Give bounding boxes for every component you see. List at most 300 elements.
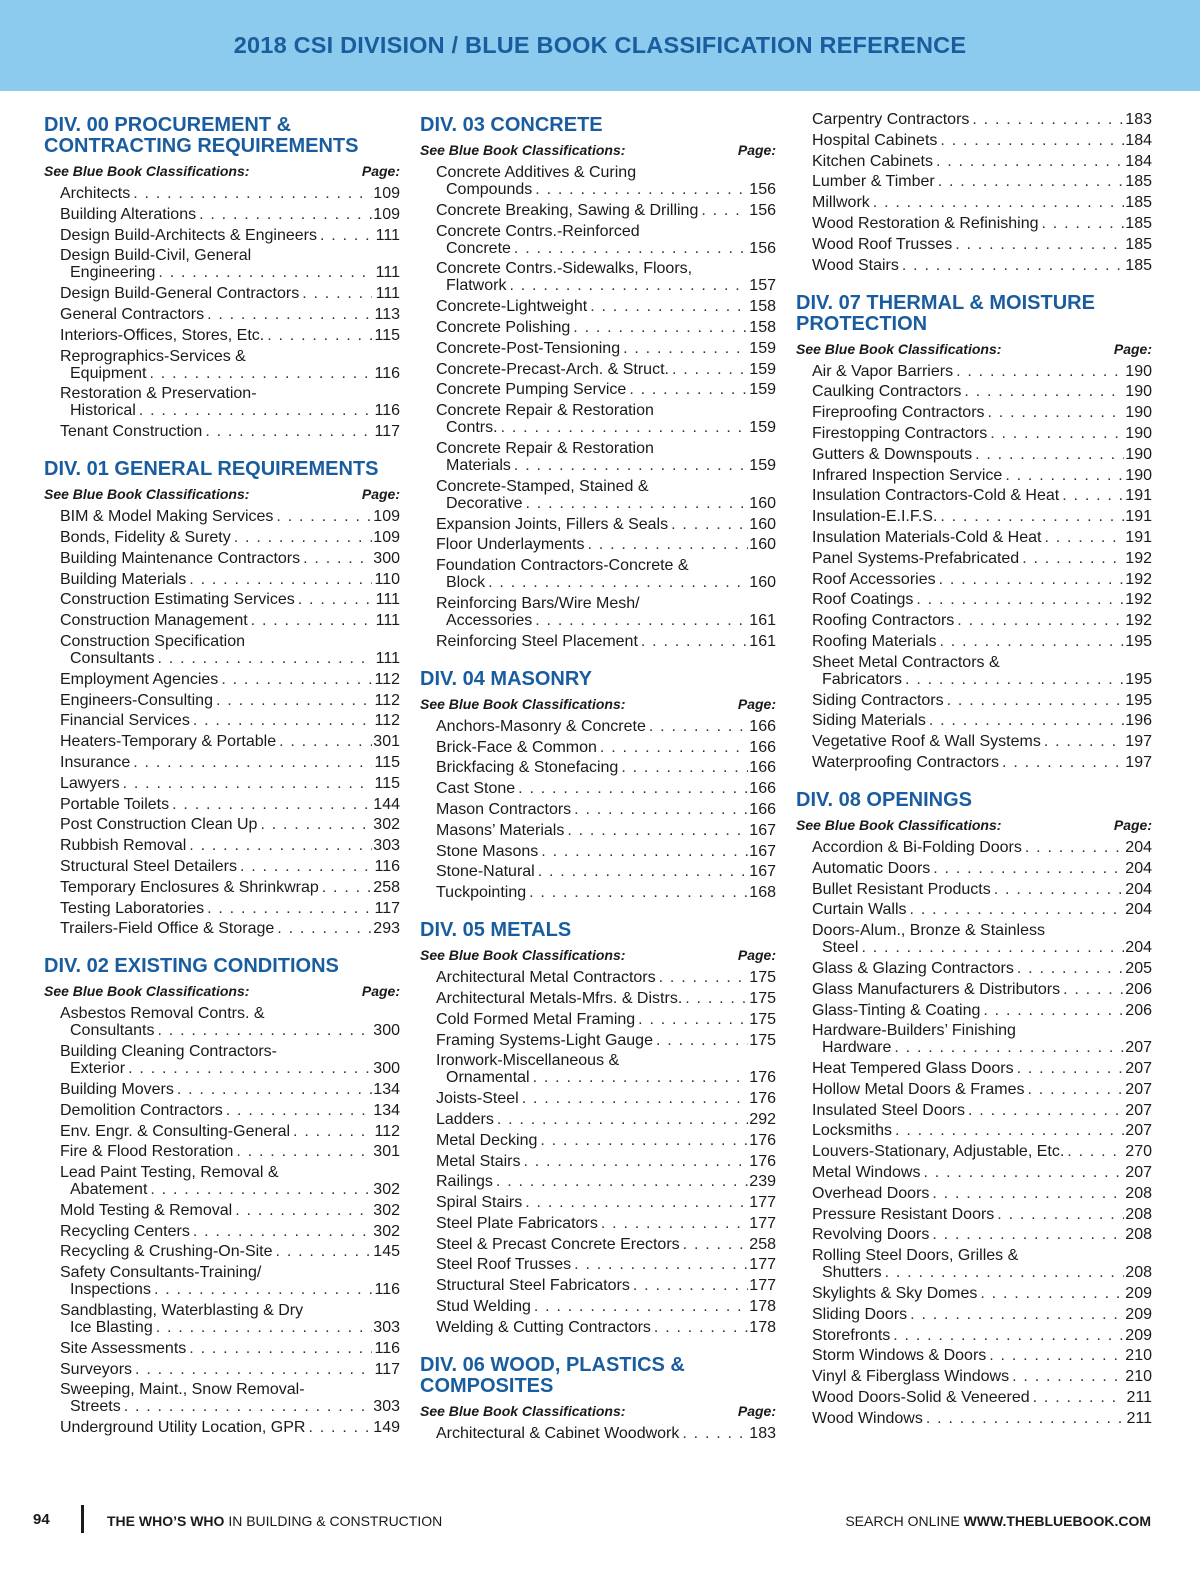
- dot-leader: [935, 173, 1124, 190]
- dot-leader: [1019, 550, 1124, 567]
- classification-entry: [60, 733, 400, 750]
- dot-leader: [571, 801, 748, 818]
- entry-name: Foundation Contractors-Concrete &: [436, 557, 689, 575]
- dot-leader: [1060, 981, 1124, 998]
- dot-leader: [669, 361, 748, 378]
- entry-page-number: 115: [374, 753, 400, 771]
- entry-row: [60, 837, 400, 854]
- dot-leader: [1009, 1368, 1124, 1385]
- entry-page-number: 117: [374, 899, 400, 917]
- entry-row: [60, 858, 400, 875]
- entry-page-number: 185: [1125, 214, 1152, 232]
- classification-entry: [812, 425, 1152, 442]
- dot-leader: [526, 884, 748, 901]
- dot-leader: [520, 1153, 748, 1170]
- entry-row: [436, 381, 776, 398]
- entry-name: Heaters-Temporary & Portable: [60, 733, 277, 751]
- website-link[interactable]: [845, 1513, 1151, 1529]
- classification-entry: [60, 1419, 400, 1436]
- dot-leader: [213, 692, 372, 709]
- entry-name: Concrete-Lightweight: [436, 298, 588, 316]
- classification-entry: [812, 487, 1152, 504]
- entry-row: [812, 733, 1152, 750]
- entry-name: Rubbish Removal: [60, 837, 187, 855]
- classification-list: [796, 363, 1152, 771]
- entry-row: [812, 591, 1152, 608]
- dot-leader: [538, 843, 748, 860]
- entry-row: [812, 1122, 1152, 1139]
- entry-page-number: 116: [374, 402, 400, 420]
- entry-page-number: 176: [749, 1069, 776, 1087]
- entry-name: Design Build-Civil, General: [60, 247, 252, 265]
- dot-leader: [585, 536, 749, 553]
- classification-entry: [436, 557, 776, 591]
- entry-name: Expansion Joints, Fillers & Seals: [436, 515, 669, 533]
- see-classifications-label: See Blue Book Classifications:: [420, 142, 626, 158]
- entry-page-number: 112: [374, 1122, 400, 1140]
- dot-leader: [515, 780, 748, 797]
- dot-leader: [300, 550, 372, 567]
- entry-page-number: 190: [1125, 404, 1152, 422]
- entry-page-number: 190: [1125, 466, 1152, 484]
- dot-leader: [891, 1039, 1124, 1056]
- dot-leader: [980, 1002, 1124, 1019]
- entry-row: [60, 692, 400, 709]
- dot-leader: [953, 363, 1124, 380]
- classification-entry: [812, 1206, 1152, 1223]
- dot-leader: [991, 881, 1124, 898]
- entry-row: [812, 1410, 1152, 1427]
- classification-entry: [60, 306, 400, 323]
- entry-page-number: 112: [374, 691, 400, 709]
- classification-entry: [60, 285, 400, 302]
- classification-entry: [812, 1143, 1152, 1160]
- entry-page-number: 207: [1125, 1101, 1152, 1119]
- entry-row: [812, 487, 1152, 504]
- entry-row: [60, 1123, 400, 1140]
- entry-page-number: 197: [1125, 733, 1152, 751]
- classification-entry: [60, 1043, 400, 1077]
- entry-row: [60, 1398, 400, 1415]
- dot-leader: [890, 1327, 1124, 1344]
- entry-page-number: 183: [1125, 111, 1152, 128]
- dot-leader: [186, 837, 372, 854]
- entry-name: Reinforcing Bars/Wire Mesh/: [436, 594, 640, 612]
- classification-subheader: [420, 141, 776, 159]
- entry-row: [812, 881, 1152, 898]
- classification-entry: [60, 1164, 400, 1198]
- entry-name: Gutters & Downspouts: [812, 445, 973, 463]
- classification-entry: [812, 1185, 1152, 1202]
- entry-page-number: 204: [1125, 901, 1152, 919]
- classification-entry: [812, 194, 1152, 211]
- entry-name-continued: Compounds: [446, 181, 533, 198]
- dot-leader: [186, 1340, 372, 1357]
- entry-name: Reinforcing Steel Placement: [436, 632, 638, 650]
- entry-page-number: 191: [1125, 508, 1152, 526]
- entry-name-continued: Engineering: [70, 264, 156, 282]
- entry-name: Glass Manufacturers & Distributors: [812, 980, 1061, 998]
- classification-list: [420, 969, 776, 1336]
- classification-entry: [60, 754, 400, 771]
- entry-page-number: 185: [1125, 194, 1152, 212]
- classification-entry: [812, 236, 1152, 253]
- entry-row: [812, 1081, 1152, 1098]
- dot-leader: [587, 298, 748, 315]
- entry-name: Vegetative Roof & Wall Systems: [812, 733, 1041, 751]
- classification-entry: [812, 363, 1152, 380]
- entry-row: [812, 1102, 1152, 1119]
- entry-page-number: 177: [749, 1214, 776, 1232]
- section-div-08: [796, 786, 1152, 1427]
- dot-leader: [985, 404, 1124, 421]
- classification-entry: [60, 612, 400, 629]
- dot-leader: [511, 240, 748, 257]
- entry-row: [812, 173, 1152, 190]
- dot-leader: [264, 327, 372, 344]
- classification-entry: [60, 247, 400, 281]
- entry-name: Architectural & Cabinet Woodwork: [436, 1424, 680, 1442]
- dot-leader: [511, 457, 748, 474]
- entry-name: Cast Stone: [436, 780, 516, 798]
- entry-name: Glass-Tinting & Coating: [812, 1001, 981, 1019]
- entry-page-number: 166: [749, 717, 776, 735]
- classification-entry: [812, 1226, 1152, 1243]
- dot-leader: [618, 759, 748, 776]
- entry-page-number: 195: [1125, 670, 1152, 688]
- entry-name: Locksmiths: [812, 1122, 893, 1140]
- entry-page-number: 116: [374, 1339, 400, 1357]
- entry-name: Wood Doors-Solid & Veneered: [812, 1389, 1030, 1407]
- entry-page-number: 159: [749, 419, 776, 437]
- entry-page-number: 159: [749, 456, 776, 474]
- entry-row: [436, 419, 776, 436]
- classification-entry: [436, 1425, 776, 1442]
- entry-name: Construction Management: [60, 612, 248, 630]
- entry-row: [60, 365, 400, 382]
- entry-name: Bullet Resistant Products: [812, 880, 991, 898]
- dot-leader: [899, 257, 1124, 274]
- entry-name: Louvers-Stationary, Adjustable, Etc.: [812, 1143, 1065, 1161]
- entry-name-continued: Abatement: [70, 1181, 148, 1199]
- entry-name: Surveyors: [60, 1360, 133, 1378]
- dot-leader: [923, 1410, 1124, 1427]
- entry-page-number: 116: [374, 1281, 400, 1299]
- entry-name: Steel & Precast Concrete Erectors: [436, 1235, 680, 1253]
- classification-entry: [60, 1340, 400, 1357]
- entry-name: Concrete Contrs.-Sidewalks, Floors,: [436, 260, 693, 278]
- classification-entry: [812, 257, 1152, 274]
- classification-entry: [812, 960, 1152, 977]
- entry-page-number: 175: [749, 989, 776, 1007]
- page-number: 94: [33, 1511, 50, 1528]
- dot-leader: [125, 1060, 372, 1077]
- entry-row: [436, 1425, 776, 1442]
- classification-entry: [436, 516, 776, 533]
- entry-page-number: 302: [373, 816, 400, 834]
- entry-name: Temporary Enclosures & Shrinkwrap: [60, 878, 319, 896]
- entry-name: Insulated Steel Doors: [812, 1101, 965, 1119]
- classification-entry: [812, 1081, 1152, 1098]
- entry-name: Ironwork-Miscellaneous &: [436, 1052, 620, 1070]
- entry-name: Building Materials: [60, 570, 187, 588]
- entry-row: [436, 495, 776, 512]
- classification-entry: [436, 1236, 776, 1253]
- entry-name: Construction Specification: [60, 632, 245, 650]
- entry-page-number: 208: [1125, 1184, 1152, 1202]
- entry-row: [812, 1306, 1152, 1323]
- classification-entry: [436, 478, 776, 512]
- dot-leader: [930, 860, 1124, 877]
- dot-leader: [870, 194, 1124, 211]
- entry-page-number: 184: [1125, 152, 1152, 170]
- entry-page-number: 111: [375, 264, 400, 282]
- classification-entry: [812, 1022, 1152, 1056]
- entry-name: Stud Welding: [436, 1298, 531, 1316]
- entry-row: [812, 1226, 1152, 1243]
- classification-list: [420, 1425, 776, 1442]
- entry-page-number: 177: [749, 1277, 776, 1295]
- entry-row: [436, 574, 776, 591]
- entry-name: Concrete Repair & Restoration: [436, 402, 654, 420]
- dot-leader: [130, 185, 372, 202]
- entry-name: Lumber & Timber: [812, 173, 935, 191]
- entry-row: [436, 1194, 776, 1211]
- entry-row: [436, 1319, 776, 1336]
- entry-page-number: 111: [375, 612, 400, 630]
- entry-row: [436, 612, 776, 629]
- classification-entry: [812, 446, 1152, 463]
- entry-page-number: 211: [1126, 1389, 1152, 1407]
- dot-leader: [132, 1361, 372, 1378]
- entry-name: Fire & Flood Restoration: [60, 1143, 234, 1161]
- classification-entry: [812, 111, 1152, 128]
- dot-leader: [597, 739, 748, 756]
- entry-page-number: 111: [375, 649, 400, 667]
- entry-row: [436, 1011, 776, 1028]
- entry-row: [812, 529, 1152, 546]
- entry-page-number: 207: [1125, 1080, 1152, 1098]
- entry-row: [436, 822, 776, 839]
- classification-entry: [60, 206, 400, 223]
- see-classifications-label: See Blue Book Classifications:: [44, 486, 250, 503]
- entry-name: Engineers-Consulting: [60, 691, 213, 709]
- entry-page-number: 149: [373, 1419, 400, 1437]
- entry-name: Panel Systems-Prefabricated: [812, 549, 1020, 567]
- classification-entry: [60, 1123, 400, 1140]
- entry-name: Concrete Additives & Curing: [436, 164, 637, 181]
- entry-name: Concrete-Post-Tensioning: [436, 339, 621, 357]
- entry-page-number: 196: [1125, 712, 1152, 730]
- entry-page-number: 168: [749, 884, 776, 902]
- dot-leader: [1022, 839, 1124, 856]
- entry-row: [812, 839, 1152, 856]
- classification-list: [420, 718, 776, 901]
- entry-row: [436, 202, 776, 219]
- classification-entry: [436, 863, 776, 880]
- entry-name: Floor Underlayments: [436, 536, 585, 554]
- entry-row: [436, 1236, 776, 1253]
- entry-name-continued: Exterior: [70, 1060, 126, 1078]
- entry-name-continued: Shutters: [822, 1264, 882, 1282]
- classification-entry: [60, 1361, 400, 1378]
- classification-entry: [436, 1011, 776, 1028]
- entry-page-number: 207: [1125, 1060, 1152, 1078]
- dot-leader: [986, 1347, 1124, 1364]
- entry-page-number: 300: [373, 549, 400, 567]
- classification-entry: [436, 822, 776, 839]
- entry-name: Sheet Metal Contractors &: [812, 653, 1000, 671]
- entry-page-number: 175: [749, 1031, 776, 1049]
- entry-name-continued: Flatwork: [446, 277, 507, 295]
- entry-name: Tenant Construction: [60, 423, 203, 441]
- entry-row: [812, 446, 1152, 463]
- dot-leader: [190, 1223, 372, 1240]
- classification-entry: [812, 1410, 1152, 1427]
- dot-leader: [522, 1194, 748, 1211]
- entry-row: [60, 650, 400, 667]
- entry-row: [60, 1022, 400, 1039]
- dot-leader: [257, 816, 372, 833]
- entry-page-number: 161: [749, 632, 776, 650]
- entry-name-continued: Block: [446, 574, 486, 592]
- section-div-05: [420, 916, 776, 1336]
- entry-name: Site Assessments: [60, 1339, 187, 1357]
- entry-name: Storm Windows & Doors: [812, 1347, 987, 1365]
- division-title: DIV. 00 PROCUREMENT & CONTRACTING REQUIREMENTS: [44, 114, 359, 157]
- entry-page-number: 178: [749, 1318, 776, 1336]
- entry-row: [812, 1060, 1152, 1077]
- classification-entry: [812, 860, 1152, 877]
- entry-row: [60, 402, 400, 419]
- classification-entry: [60, 1264, 400, 1298]
- dot-leader: [121, 1398, 372, 1415]
- dot-leader: [155, 1022, 373, 1039]
- dot-leader: [136, 402, 372, 419]
- classification-entry: [60, 920, 400, 937]
- division-title: DIV. 07 THERMAL & MOISTURE PROTECTION: [796, 291, 1095, 335]
- entry-row: [60, 264, 400, 281]
- entry-name: Caulking Contractors: [812, 383, 962, 401]
- entry-name: Firestopping Contractors: [812, 424, 988, 442]
- see-classifications-label: See Blue Book Classifications:: [796, 816, 1002, 833]
- entry-page-number: 113: [374, 305, 400, 323]
- classification-entry: [812, 692, 1152, 709]
- entry-row: [812, 633, 1152, 650]
- dot-leader: [273, 508, 372, 525]
- entry-name-continued: Steel: [822, 939, 859, 957]
- entry-row: [60, 1202, 400, 1219]
- classification-entry: [812, 901, 1152, 918]
- classification-entry: [812, 839, 1152, 856]
- entry-name: Insulation-E.I.F.S.: [812, 508, 938, 526]
- division-title: DIV. 05 METALS: [420, 919, 572, 942]
- classification-entry: [60, 796, 400, 813]
- entry-name: Structural Steel Detailers: [60, 857, 237, 875]
- classification-entry: [60, 508, 400, 525]
- dot-leader: [204, 900, 372, 917]
- entry-name: Architects: [60, 185, 131, 202]
- dot-leader: [1064, 1143, 1124, 1160]
- entry-page-number: 160: [749, 515, 776, 533]
- classification-list: [796, 111, 1152, 274]
- entry-page-number: 167: [749, 842, 776, 860]
- entry-page-number: 204: [1125, 880, 1152, 898]
- entry-page-number: 159: [749, 339, 776, 357]
- entry-name-continued: Inspections: [70, 1281, 151, 1299]
- dot-leader: [977, 1285, 1124, 1302]
- entry-row: [812, 1389, 1152, 1406]
- entry-page-number: 184: [1125, 131, 1152, 149]
- dot-leader: [668, 516, 748, 533]
- entry-name: Rolling Steel Doors, Grilles &: [812, 1247, 1019, 1265]
- entry-page-number: 112: [374, 670, 400, 688]
- classification-entry: [436, 381, 776, 398]
- entry-row: [436, 1298, 776, 1315]
- entry-name: Sliding Doors: [812, 1305, 908, 1323]
- entry-row: [60, 206, 400, 223]
- entry-name: Infrared Inspection Service: [812, 466, 1003, 484]
- entry-page-number: 115: [374, 326, 400, 344]
- dot-leader: [130, 754, 372, 771]
- section-div-02: [44, 952, 400, 1436]
- entry-row: [60, 508, 400, 525]
- dot-leader: [155, 264, 372, 281]
- classification-entry: [436, 340, 776, 357]
- dot-leader: [638, 633, 748, 650]
- entry-row: [436, 181, 776, 198]
- entry-row: [436, 1111, 776, 1128]
- entry-row: [436, 1215, 776, 1232]
- dot-leader: [1002, 467, 1124, 484]
- entry-name: Heat Tempered Glass Doors: [812, 1060, 1014, 1078]
- entry-page-number: 190: [1125, 424, 1152, 442]
- entry-row: [812, 153, 1152, 170]
- classification-entry: [60, 385, 400, 419]
- entry-page-number: 167: [749, 821, 776, 839]
- entry-name: Sweeping, Maint., Snow Removal-: [60, 1381, 305, 1399]
- dot-leader: [498, 419, 748, 436]
- entry-page-number: 160: [749, 574, 776, 592]
- classification-entry: [812, 1164, 1152, 1181]
- dot-leader: [522, 495, 748, 512]
- entry-name: Spiral Stairs: [436, 1194, 523, 1212]
- entry-page-number: 176: [749, 1152, 776, 1170]
- entry-name: Roof Accessories: [812, 570, 936, 588]
- entry-page-number: 160: [749, 494, 776, 512]
- entry-page-number: 166: [749, 780, 776, 798]
- entry-row: [436, 884, 776, 901]
- entry-name: BIM & Model Making Services: [60, 508, 274, 526]
- entry-name: Testing Laboratories: [60, 899, 205, 917]
- entry-name: Automatic Doors: [812, 859, 931, 877]
- entry-row: [812, 132, 1152, 149]
- classification-entry: [812, 1389, 1152, 1406]
- classification-entry: [812, 1327, 1152, 1344]
- entry-name: Bonds, Fidelity & Surety: [60, 528, 231, 546]
- entry-page-number: 195: [1125, 691, 1152, 709]
- entry-page-number: 190: [1125, 383, 1152, 401]
- entry-row: [60, 1243, 400, 1260]
- dot-leader: [564, 822, 748, 839]
- entry-row: [812, 363, 1152, 380]
- entry-page-number: 204: [1125, 859, 1152, 877]
- classification-entry: [812, 1285, 1152, 1302]
- classification-subheader: [420, 1402, 776, 1420]
- entry-row: [436, 718, 776, 735]
- dot-leader: [571, 1256, 748, 1273]
- dot-leader: [952, 236, 1124, 253]
